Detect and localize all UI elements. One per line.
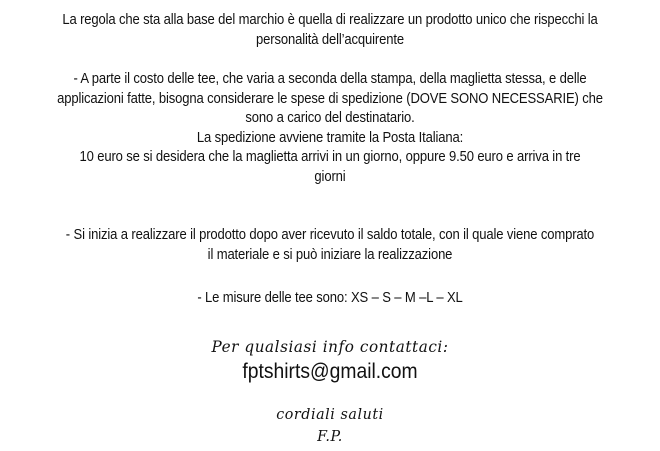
production-paragraph [15, 226, 645, 265]
text-line: - Si inizia a realizzare il prodotto dopo aver ricevuto il saldo totale, con il quale viene comprato [65, 227, 595, 243]
sizes-paragraph [15, 289, 645, 309]
contact-email: fptshirts@gmail.com [242, 360, 418, 383]
text-line: La regola che sta alla base del marchio è quella di realizzare un prodotto unico che rispecchi la [62, 12, 598, 28]
contact-label: Per qualsiasi info contattaci: [211, 337, 449, 356]
costs-paragraph [15, 70, 645, 187]
text-line: applicazioni fatte, bisogna considerare le spese di spedizione (DOVE SONO NECESSARIE) che [57, 90, 603, 107]
text-line: il materiale e si può iniziare la realizzazione [207, 246, 453, 263]
signature-greeting: cordiali saluti [276, 405, 384, 423]
text-line: sono a carico del destinatario. [245, 110, 415, 126]
intro-paragraph [15, 11, 645, 50]
text-line: personalità dell’acquirente [256, 31, 404, 48]
text-line: La spedizione avviene tramite la Posta Italiana: [196, 129, 464, 146]
text-line: giorni [314, 168, 346, 185]
text-line: - A parte il costo delle tee, che varia a seconda della stampa, della maglietta stessa, e delle [73, 71, 587, 87]
signature-name: F.P. [317, 427, 343, 445]
text-line: 10 euro se si desidera che la maglietta arrivi in un giorno, oppure 9.50 euro e arriva in tre [79, 149, 581, 165]
text-line: - Le misure delle tee sono: XS – S – M –L – XL [197, 290, 463, 306]
